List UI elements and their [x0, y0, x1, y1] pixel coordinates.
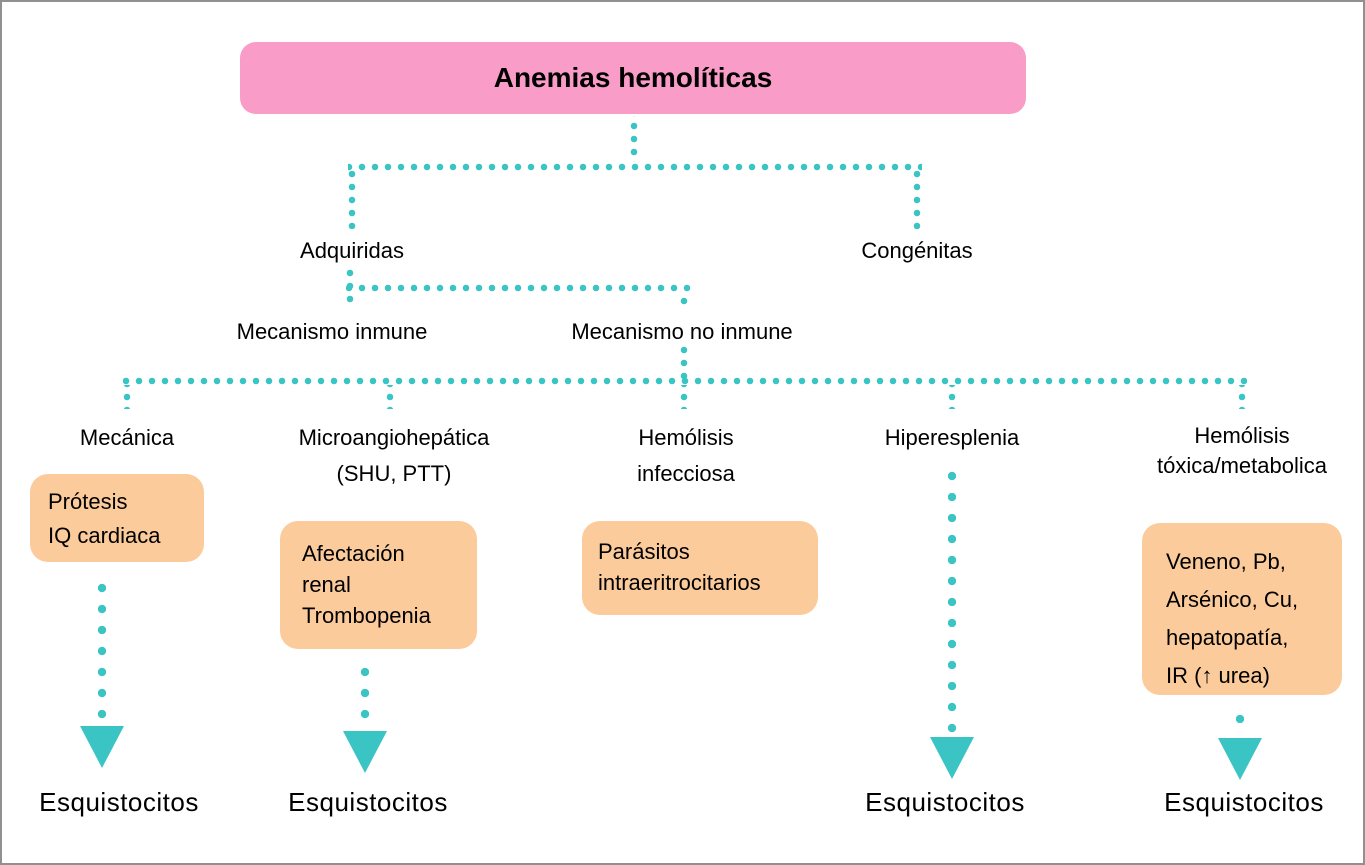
branch-label-hemolisis-toxica-line1: Hemólisis	[1194, 423, 1290, 448]
connector-level2-rail	[346, 284, 690, 292]
detail-box-microangiohepatica-line3: Trombopenia	[302, 603, 431, 628]
arrow-line-hemolisis-toxica	[1235, 702, 1245, 736]
connector-adquiridas-drop	[348, 171, 356, 229]
connector-level3-rail	[123, 377, 1247, 385]
connector-no-inmune-drop	[680, 293, 688, 309]
arrowhead-down-hemolisis-toxica	[1218, 738, 1262, 780]
node-mecanismo-inmune: Mecanismo inmune	[236, 319, 428, 344]
detail-box-microangiohepatica-line1: Afectación	[302, 541, 405, 566]
outcome-hiperesplenia: Esquistocitos	[865, 787, 1025, 817]
detail-box-mecanica-line2: IQ cardiaca	[48, 523, 161, 548]
arrowhead-down-mecanica	[80, 726, 124, 768]
detail-box-hemolisis-toxica-line2: Arsénico, Cu,	[1166, 587, 1299, 612]
detail-box-hemolisis-toxica-line3: hepatopatía,	[1166, 625, 1289, 650]
branch-label-hiperesplenia: Hiperesplenia	[884, 425, 1020, 450]
node-congenitas: Congénitas	[861, 238, 973, 263]
branch-label-microangiohepatica-line2: (SHU, PTT)	[336, 461, 452, 486]
arrow-line-microangiohepatica	[360, 658, 370, 728]
arrow-line-mecanica	[97, 580, 107, 722]
node-adquiridas: Adquiridas	[300, 238, 404, 263]
arrowhead-down-hiperesplenia	[930, 737, 974, 779]
branch-label-hemolisis-infecciosa-line2: infecciosa	[637, 461, 735, 486]
root-node	[240, 42, 1026, 114]
detail-box-hemolisis-infecciosa-line2: intraeritrocitarios	[598, 570, 761, 595]
detail-box-mecanica	[30, 474, 204, 562]
connector-hemolisis-infecciosa-drop	[680, 385, 688, 409]
detail-box-hemolisis-infecciosa-line1: Parásitos	[598, 539, 690, 564]
outcome-hemolisis-toxica: Esquistocitos	[1164, 787, 1324, 817]
connector-hiperesplenia-drop	[948, 385, 956, 409]
connector-no-inmune-stem	[680, 346, 688, 380]
detail-box-mecanica-line1: Prótesis	[48, 489, 128, 514]
detail-box-hemolisis-infecciosa	[582, 521, 818, 615]
root-node-label: Anemias hemolíticas	[493, 62, 773, 93]
node-mecanismo-no-inmune: Mecanismo no inmune	[571, 319, 793, 344]
arrowhead-down-microangiohepatica	[343, 731, 387, 773]
outcome-mecanica: Esquistocitos	[39, 787, 199, 817]
connector-microangiohepatica-drop	[386, 385, 394, 409]
detail-box-hemolisis-toxica	[1142, 523, 1342, 695]
connector-hemolisis-toxica-drop	[1238, 385, 1246, 409]
branch-label-microangiohepatica-line1: Microangiohepática	[298, 425, 490, 450]
detail-box-hemolisis-toxica-line1: Veneno, Pb,	[1166, 549, 1286, 574]
branch-label-hemolisis-infecciosa-line1: Hemólisis	[638, 425, 734, 450]
branch-label-hemolisis-toxica-line2: tóxica/metabolica	[1157, 453, 1327, 478]
arrow-line-hiperesplenia	[947, 470, 957, 734]
detail-box-microangiohepatica	[280, 521, 477, 649]
connector-root-stem	[630, 116, 638, 162]
branch-label-mecanica: Mecánica	[79, 425, 175, 450]
connector-level1-rail	[348, 163, 922, 171]
detail-box-microangiohepatica-line2: renal	[302, 572, 351, 597]
connector-mecanica-drop	[123, 385, 131, 409]
outcome-microangiohepatica: Esquistocitos	[288, 787, 448, 817]
connector-congenitas-drop	[913, 171, 921, 229]
detail-box-hemolisis-toxica-line4: IR (↑ urea)	[1166, 663, 1270, 688]
